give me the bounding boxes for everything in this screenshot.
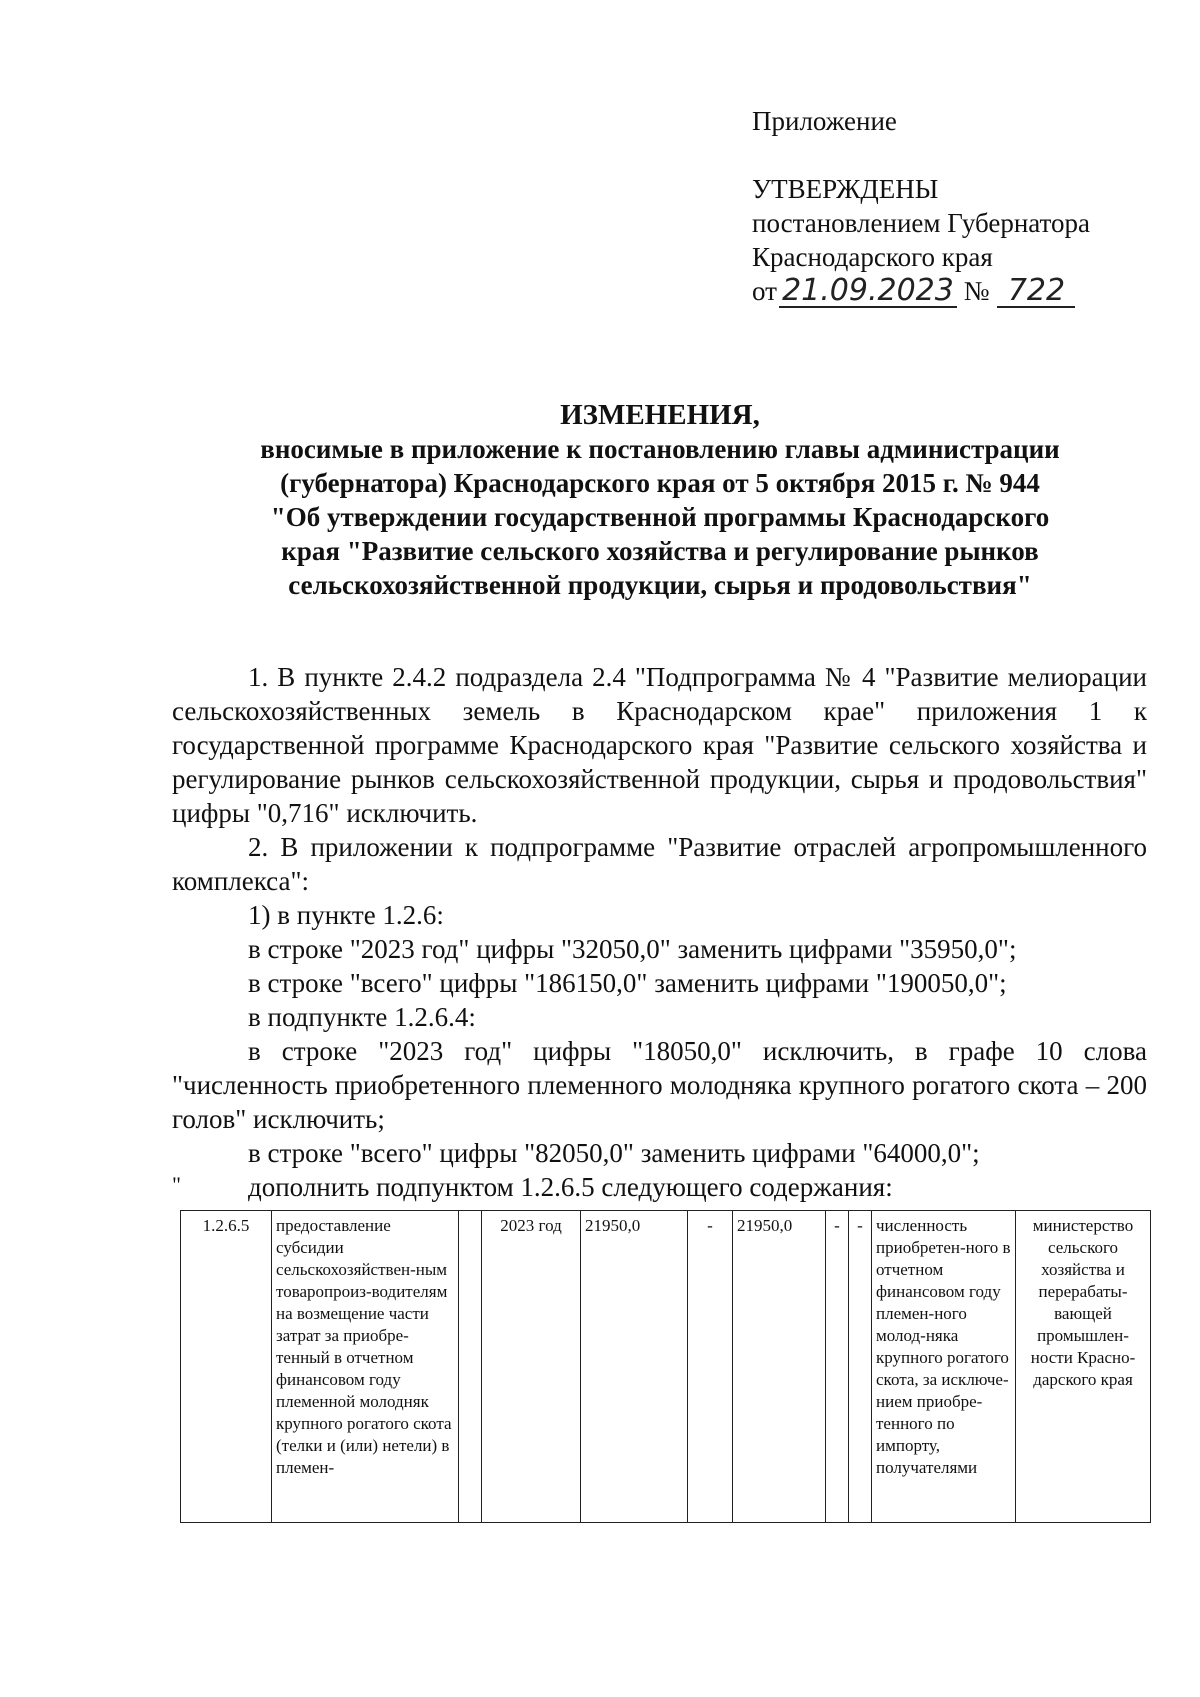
paragraph-9: дополнить подпунктом 1.2.6.5 следующего содержания: [248,1172,893,1202]
cell-dash-3: - [849,1211,872,1523]
cell-total: 21950,0 [581,1211,688,1523]
annex-label: Приложение [752,106,897,136]
paragraph-1: 1. В пункте 2.4.2 подраздела 2.4 "Подпрограмма № 4 "Развитие мелиорации сельскохозяйственных земель в Краснодарском крае" приложения 1 к государственной программе Краснодарского края "Развитие сельского хозяйства и регулирование рынков сельскохозяйственной продукции, сырья и продовольствия" цифры "0,716" исключить. [172,662,1147,828]
document-body [172,660,1147,1204]
title-line-5: сельскохозяйственной продукции, сырья и продовольствия" [288,570,1032,600]
title-line-3: "Об утверждении государственной программы Краснодарского [270,502,1050,532]
number-sign: № [963,276,990,306]
cell-indicator: численность приобретен-ного в отчетном финансовом году племен-ного молод-няка крупного рогатого скота, за исключе-нием приобре-тенного по импорту, получателями [872,1211,1016,1523]
cell-description: предоставление субсидии сельскохозяйствен-ным товаропроиз-водителям на возмещение части затрат за приобре-тенный в отчетном финансовом году племенной молодняк крупного рогатого скота (телки и (или) нетели) в племен- [272,1211,459,1523]
cell-executor: министерство сельского хозяйства и перерабаты-вающей промышлен-ности Красно-дарского края [1016,1211,1151,1523]
cell-empty [459,1211,482,1523]
amendment-table [180,1210,1151,1523]
handwritten-date: 21.09.2023 [779,276,957,308]
paragraph-3: 1) в пункте 1.2.6: [248,900,444,930]
paragraph-7: в строке "2023 год" цифры "18050,0" исключить, в графе 10 слова "численность приобретенного племенного молодняка крупного рогатого скота – 200 голов" исключить; [172,1036,1147,1134]
approval-line-2: Краснодарского края [752,242,993,272]
title-line-2: (губернатора) Краснодарского края от 5 октября 2015 г. № 944 [280,468,1040,498]
cell-code: 1.2.6.5 [181,1211,272,1523]
paragraph-8: в строке "всего" цифры "82050,0" заменить цифрами "64000,0"; [248,1138,980,1168]
approval-block [752,104,1090,308]
title-line-4: края "Развитие сельского хозяйства и регулирование рынков [281,536,1039,566]
paragraph-2: 2. В приложении к подпрограмме "Развитие отраслей агропромышленного комплекса": [172,832,1147,896]
approved-label: УТВЕРЖДЕНЫ [752,174,939,204]
date-prefix: от [752,276,777,306]
handwritten-number: 722 [997,276,1075,308]
cell-regional: 21950,0 [733,1211,826,1523]
approval-date-line [752,274,1090,308]
title-line-1: вносимые в приложение к постановлению главы администрации [260,434,1060,464]
cell-dash-1: - [688,1211,733,1523]
opening-quote-mark: " [172,1172,181,1197]
document-title [200,398,1120,602]
paragraph-5: в строке "всего" цифры "186150,0" заменить цифрами "190050,0"; [248,968,1007,998]
cell-dash-2: - [826,1211,849,1523]
table-row [181,1211,1151,1523]
cell-year: 2023 год [482,1211,581,1523]
paragraph-4: в строке "2023 год" цифры "32050,0" заменить цифрами "35950,0"; [248,934,1017,964]
paragraph-6: в подпункте 1.2.6.4: [248,1002,476,1032]
title-main: ИЗМЕНЕНИЯ, [560,399,760,431]
approval-line-1: постановлением Губернатора [752,208,1090,238]
